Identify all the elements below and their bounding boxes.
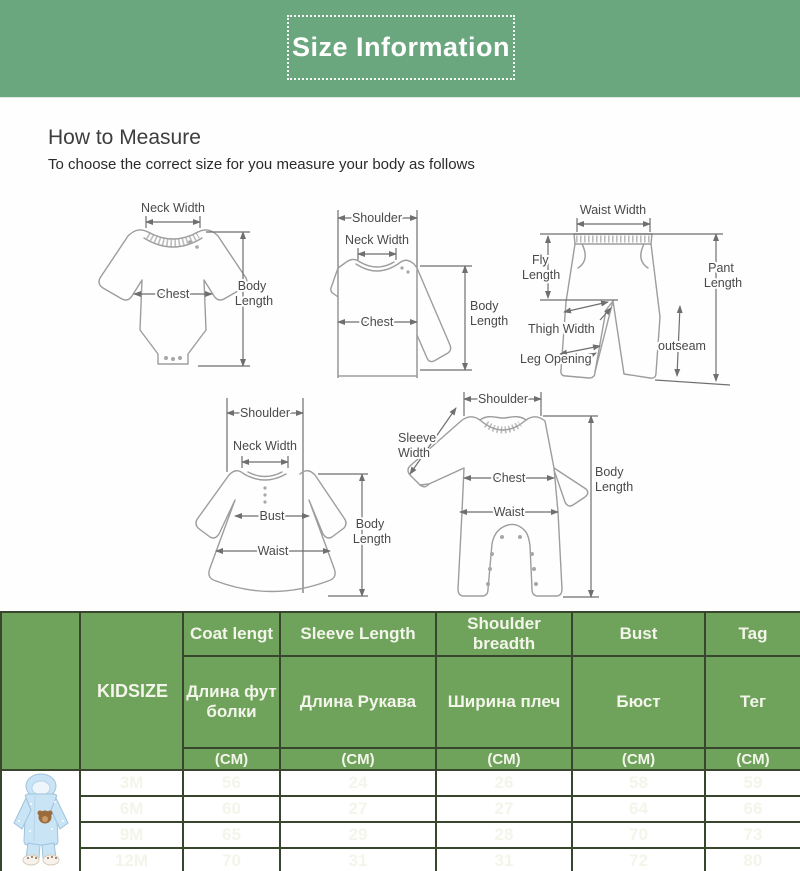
sweater-diagram [330, 200, 520, 384]
unit-cell: (CM) [183, 748, 280, 770]
value-cell: 27 [436, 796, 572, 822]
size-cell: 9M [80, 822, 183, 848]
label-shoulder: Shoulder [351, 211, 403, 225]
value-cell: 72 [572, 848, 705, 871]
size-cell: 6M [80, 796, 183, 822]
label-shoulder: Shoulder [239, 406, 291, 420]
value-cell: 80 [705, 848, 800, 871]
ru-header-coat-length: Длина фут болки [183, 656, 280, 748]
label-pant-length: Length [703, 276, 743, 290]
pants-diagram [520, 202, 792, 388]
size-information-box [287, 15, 515, 80]
table-row [1, 822, 800, 848]
label-bust: Bust [259, 509, 285, 523]
value-cell: 66 [705, 796, 800, 822]
label-neck-width: Neck Width [141, 201, 205, 215]
page-title: Size Information [291, 32, 510, 62]
dress-diagram [178, 388, 402, 602]
unit-cell: (CM) [572, 748, 705, 770]
romper-diagram [396, 384, 640, 608]
table-row [1, 770, 800, 796]
size-cell: 12M [80, 848, 183, 871]
baby-romper-product-image [6, 771, 76, 867]
how-to-measure-heading: How to Measure [48, 126, 201, 149]
ru-header-tag: Тег [705, 656, 800, 748]
ru-header-bust: Бюст [572, 656, 705, 748]
value-cell: 64 [572, 796, 705, 822]
label-chest: Chest [156, 287, 190, 301]
value-cell: 73 [705, 822, 800, 848]
label-chest: Chest [492, 471, 526, 485]
how-to-measure-subtitle: To choose the correct size for you measure your body as follows [48, 156, 475, 173]
label-body-length: Body [237, 279, 267, 293]
unit-cell: (CM) [280, 748, 436, 770]
col-header-sleeve-length: Sleeve Length [280, 612, 436, 656]
unit-cell: (CM) [436, 748, 572, 770]
value-cell: 29 [280, 822, 436, 848]
label-pant-length: Pant [708, 261, 734, 275]
label-body-length: Body [595, 465, 624, 479]
value-cell: 59 [705, 770, 800, 796]
col-header-coat-length: Coat lengt [183, 612, 280, 656]
value-cell: 28 [436, 822, 572, 848]
col-header-bust: Bust [572, 612, 705, 656]
kid-label: KID [97, 680, 128, 701]
value-cell: 60 [183, 796, 280, 822]
value-cell: 65 [183, 822, 280, 848]
kid-size-header [80, 612, 183, 770]
table-corner-cell [1, 612, 80, 770]
col-header-shoulder-breadth: Shoulder breadth [436, 612, 572, 656]
label-outseam: outseam [658, 339, 706, 353]
label-sleeve-width: Width [398, 446, 430, 460]
col-header-tag: Tag [705, 612, 800, 656]
label-waist: Waist [493, 505, 525, 519]
label-leg-opening: Leg Opening [520, 352, 592, 366]
label-waist: Waist [257, 544, 289, 558]
label-waist-width: Waist Width [579, 203, 647, 217]
label-body-length: Body [355, 517, 385, 531]
label-chest: Chest [360, 315, 394, 329]
brand-header [0, 0, 800, 98]
value-cell: 31 [436, 848, 572, 871]
value-cell: 70 [183, 848, 280, 871]
value-cell: 31 [280, 848, 436, 871]
label-fly-length: Length [522, 268, 561, 282]
table-row [1, 848, 800, 871]
value-cell: 70 [572, 822, 705, 848]
value-cell: 26 [436, 770, 572, 796]
bodysuit-diagram [78, 198, 288, 380]
label-body-length: Length [470, 314, 509, 328]
ru-header-sleeve-length: Длина Рукава [280, 656, 436, 748]
unit-cell: (CM) [705, 748, 800, 770]
label-neck-width: Neck Width [345, 233, 409, 247]
label-shoulder: Shoulder [477, 392, 529, 406]
size-table [0, 611, 800, 871]
size-label: SIZE [128, 680, 169, 701]
label-body-length: Length [352, 532, 392, 546]
value-cell: 27 [280, 796, 436, 822]
label-body-length: Length [595, 480, 634, 494]
table-row [1, 796, 800, 822]
value-cell: 56 [183, 770, 280, 796]
romper-measure-lines [410, 392, 599, 597]
size-cell: 3M [80, 770, 183, 796]
label-body-length: Length [234, 294, 274, 308]
value-cell: 24 [280, 770, 436, 796]
product-photo-cell [1, 770, 80, 871]
label-thigh-width: Thigh Width [528, 322, 595, 336]
label-sleeve-width: Sleeve [398, 431, 437, 445]
label-neck-width: Neck Width [233, 439, 297, 453]
label-fly-length: Fly [532, 253, 549, 267]
ru-header-shoulder-breadth: Ширина плеч [436, 656, 572, 748]
dress-outline [196, 398, 346, 593]
label-body-length: Body [470, 299, 499, 313]
value-cell: 58 [572, 770, 705, 796]
